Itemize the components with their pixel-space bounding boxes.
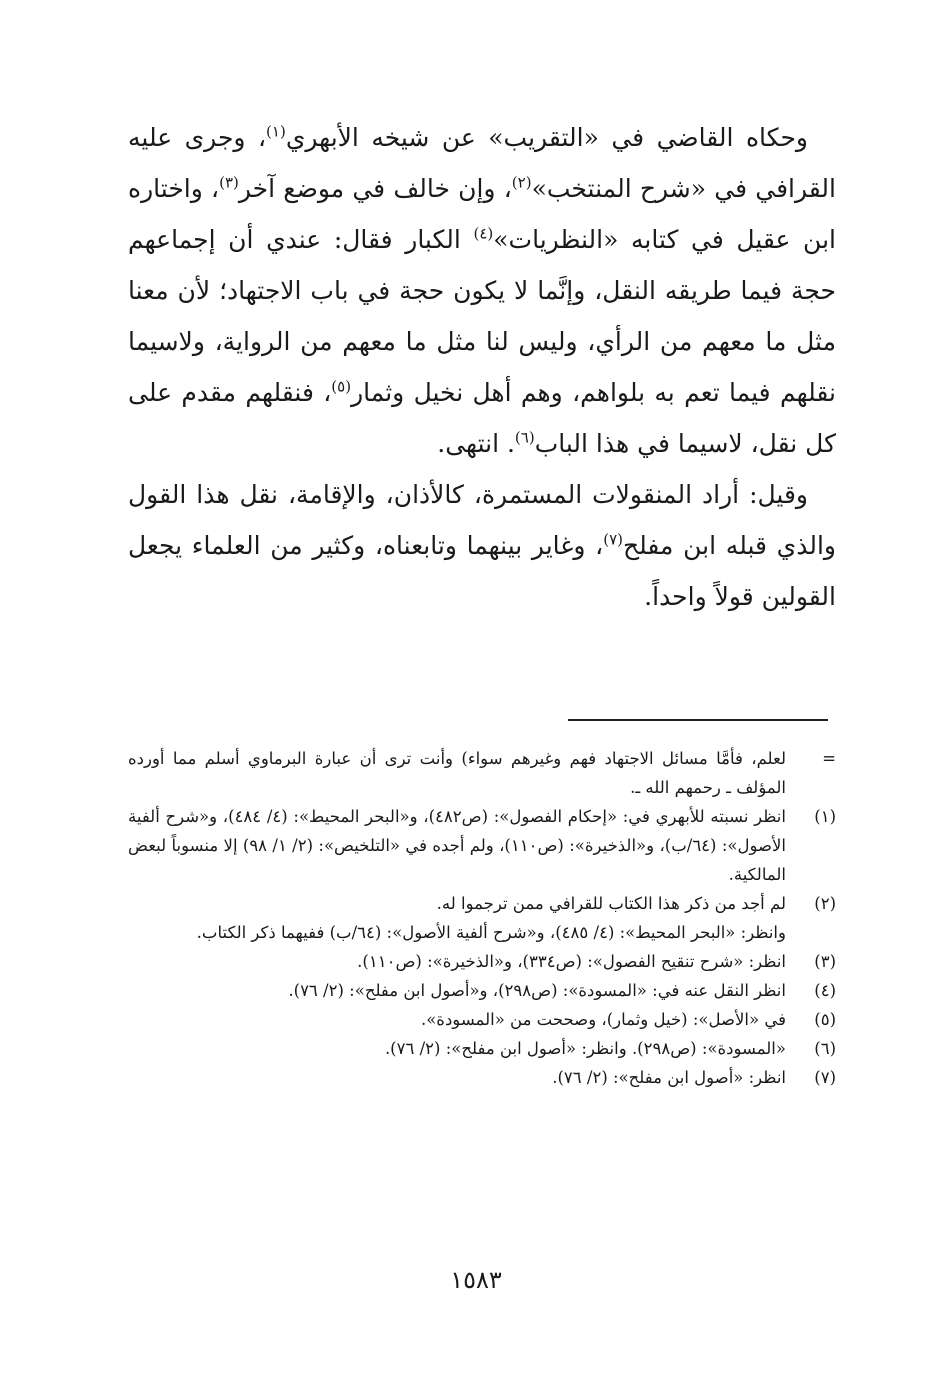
footnote-text: «المسودة»: (ص٢٩٨). وانظر: «أصول ابن مفلح»: (٢/ ٧٦). bbox=[384, 1039, 786, 1058]
footnote-number: (٧) bbox=[814, 1068, 836, 1087]
page-number: ١٥٨٣ bbox=[450, 1266, 502, 1294]
footnote-text: انظر: «أصول ابن مفلح»: (٢/ ٧٦). bbox=[552, 1068, 786, 1087]
footnote-number: (٦) bbox=[814, 1039, 836, 1058]
body-text: ، فنقلهم مقدم على كل نقل، لاسيما في هذا الباب bbox=[128, 378, 836, 458]
footnote-ref: (٧) bbox=[603, 530, 623, 549]
footnote-number: = bbox=[822, 749, 836, 768]
footnote-text: انظر نسبته للأبهري في: «إحكام الفصول»: (ص٤٨٢)، و«البحر المحيط»: (٤/ ٤٨٤)، و«شرح ألفية الأصول»: (٦٤/ب)، و«الذخيرة»: (ص١١٠)، ولم أجده في «التلخيص»: (٢/ ١/ ٩٨) إلا منسوباً لبعض المالكية. bbox=[128, 807, 786, 884]
body-paragraph bbox=[128, 469, 836, 622]
main-text bbox=[128, 112, 836, 622]
body-text: وحكاه القاضي في «التقريب» عن شيخه الأبهري bbox=[285, 123, 808, 152]
body-paragraph bbox=[128, 112, 836, 469]
footnote-number: (٤) bbox=[814, 981, 836, 1000]
footnote-number: (٥) bbox=[814, 1010, 836, 1029]
body-text: ، وجرى عليه القرافي في «شرح المنتخب» bbox=[128, 123, 836, 203]
footnote bbox=[128, 976, 836, 1005]
footnote-ref: (١) bbox=[266, 122, 286, 141]
footnote-ref: (٦) bbox=[514, 428, 535, 447]
footnote bbox=[128, 744, 836, 802]
footnote-ref: (٥) bbox=[331, 377, 352, 396]
footnote bbox=[128, 947, 836, 976]
footnote-ref: (٢) bbox=[511, 173, 532, 192]
footnote-number: (٢) bbox=[814, 894, 836, 913]
footnote-number: (١) bbox=[814, 807, 836, 826]
body-text: الكبار فقال: عندي أن إجماعهم حجة فيما طريقه النقل، وإنَّما لا يكون حجة في باب الاجتهاد؛ لأن معنا مثل ما معهم من الرأي، وليس لنا مثل ما معهم من الرواية، ولاسيما نقلهم فيما تعم به بلواهم، وهم أهل نخيل وثمار bbox=[128, 225, 836, 407]
footnote bbox=[128, 802, 836, 889]
body-text: ، واختاره ابن عقيل في كتابه «النظريات» bbox=[128, 174, 836, 254]
footnote bbox=[128, 1063, 836, 1092]
footnote-ref: (٣) bbox=[219, 173, 239, 192]
body-text: . انتهى. bbox=[437, 429, 515, 458]
footnote bbox=[128, 889, 836, 918]
footnote-text: انظر النقل عنه في: «المسودة»: (ص٢٩٨)، و«أصول ابن مفلح»: (٢/ ٧٦). bbox=[288, 981, 786, 1000]
footnote-text: في «الأصل»: (خيل وثمار)، وصححت من «المسودة». bbox=[420, 1010, 786, 1029]
footnote-text: لعلم، فأمَّا مسائل الاجتهاد فهم وغيرهم سواء) وأنت ترى أن عبارة البرماوي أسلم مما أورده المؤلف ـ رحمهم الله ـ. bbox=[128, 749, 786, 797]
footnote bbox=[128, 1034, 836, 1063]
footnotes bbox=[128, 744, 836, 1092]
footnote-number: (٣) bbox=[814, 952, 836, 971]
body-text: ، وغاير بينهما وتابعناه، وكثير من العلماء يجعل القولين قولاً واحداً. bbox=[128, 531, 836, 611]
footnote-ref: (٤) bbox=[473, 224, 494, 243]
footnote bbox=[128, 1005, 836, 1034]
footnote-continuation: وانظر: «البحر المحيط»: (٤/ ٤٨٥)، و«شرح ألفية الأصول»: (٦٤/ب) ففيهما ذكر الكتاب. bbox=[196, 923, 786, 942]
footnote-text: لم أجد من ذكر هذا الكتاب للقرافي ممن ترجموا له. bbox=[436, 894, 786, 913]
body-text: ، وإن خالف في موضع آخر bbox=[238, 174, 512, 203]
footnote-text: انظر: «شرح تنقيح الفصول»: (ص٣٣٤)، و«الذخيرة»: (ص١١٠). bbox=[357, 952, 786, 971]
footnote-separator bbox=[568, 719, 828, 721]
body-text: وقيل: أراد المنقولات المستمرة، كالأذان، والإقامة، نقل هذا القول والذي قبله ابن مفلح bbox=[128, 480, 836, 560]
